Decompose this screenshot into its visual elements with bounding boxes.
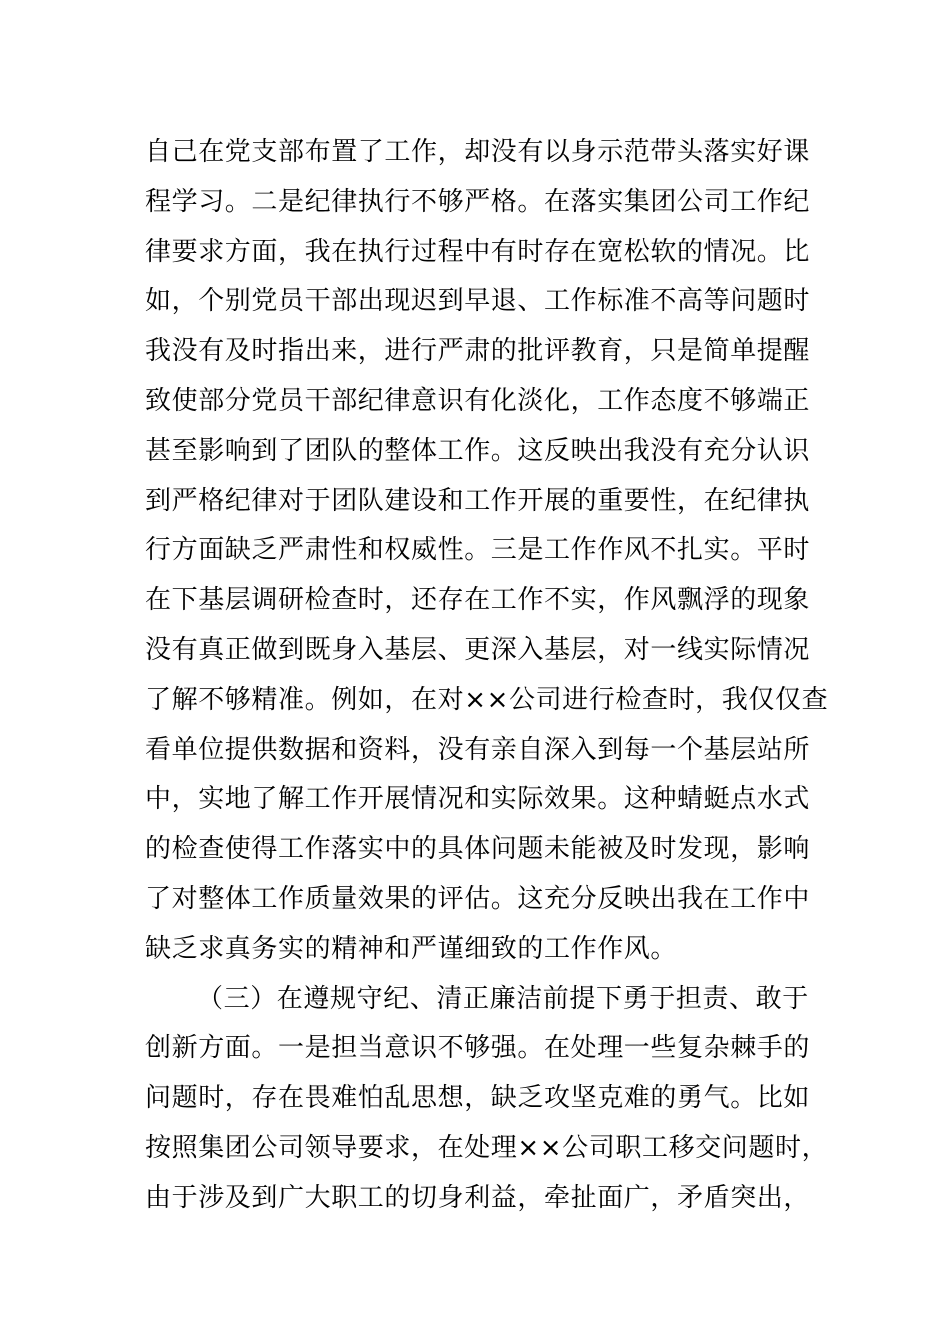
text-line-12: 了解不够精准。例如，在对××公司进行检查时，我仅仅查 — [145, 684, 829, 715]
text-line-2: 程学习。二是纪律执行不够严格。在落实集团公司工作纪 — [145, 186, 811, 217]
text-line-11: 没有真正做到既身入基层、更深入基层，对一线实际情况 — [145, 634, 811, 665]
text-line-17: 缺乏求真务实的精神和严谨细致的工作作风。 — [145, 933, 678, 964]
document-body — [145, 128, 829, 1224]
text-line-6: 致使部分党员干部纪律意识有化淡化，工作态度不够端正 — [145, 385, 811, 416]
text-line-10: 在下基层调研检查时，还存在工作不实，作风飘浮的现象 — [145, 585, 811, 616]
text-line-22: 由于涉及到广大职工的切身利益，牵扯面广，矛盾突出， — [145, 1182, 811, 1213]
text-line-9: 行方面缺乏严肃性和权威性。三是工作作风不扎实。平时 — [145, 535, 811, 566]
text-line-5: 我没有及时指出来，进行严肃的批评教育，只是简单提醒 — [145, 336, 811, 367]
text-line-4: 如，个别党员干部出现迟到早退、工作标准不高等问题时 — [145, 286, 811, 317]
text-line-7: 甚至影响到了团队的整体工作。这反映出我没有充分认识 — [145, 435, 811, 466]
section-heading-line: （三）在遵规守纪、清正廉洁前提下勇于担责、敢于 — [197, 983, 809, 1014]
text-line-13: 看单位提供数据和资料，没有亲自深入到每一个基层站所 — [145, 734, 811, 765]
text-line-19: 创新方面。一是担当意识不够强。在处理一些复杂棘手的 — [145, 1033, 811, 1064]
text-line-14: 中，实地了解工作开展情况和实际效果。这种蜻蜓点水式 — [145, 784, 811, 815]
text-line-20: 问题时，存在畏难怕乱思想，缺乏攻坚克难的勇气。比如 — [145, 1083, 811, 1114]
text-line-16: 了对整体工作质量效果的评估。这充分反映出我在工作中 — [145, 883, 811, 914]
text-line-1: 自己在党支部布置了工作，却没有以身示范带头落实好课 — [145, 137, 811, 167]
text-line-15: 的检查使得工作落实中的具体问题未能被及时发现，影响 — [145, 834, 811, 865]
text-line-3: 律要求方面，我在执行过程中有时存在宽松软的情况。比 — [145, 236, 811, 267]
text-line-8: 到严格纪律对于团队建设和工作开展的重要性，在纪律执 — [145, 485, 811, 516]
text-line-21: 按照集团公司领导要求，在处理××公司职工移交问题时， — [145, 1132, 829, 1163]
